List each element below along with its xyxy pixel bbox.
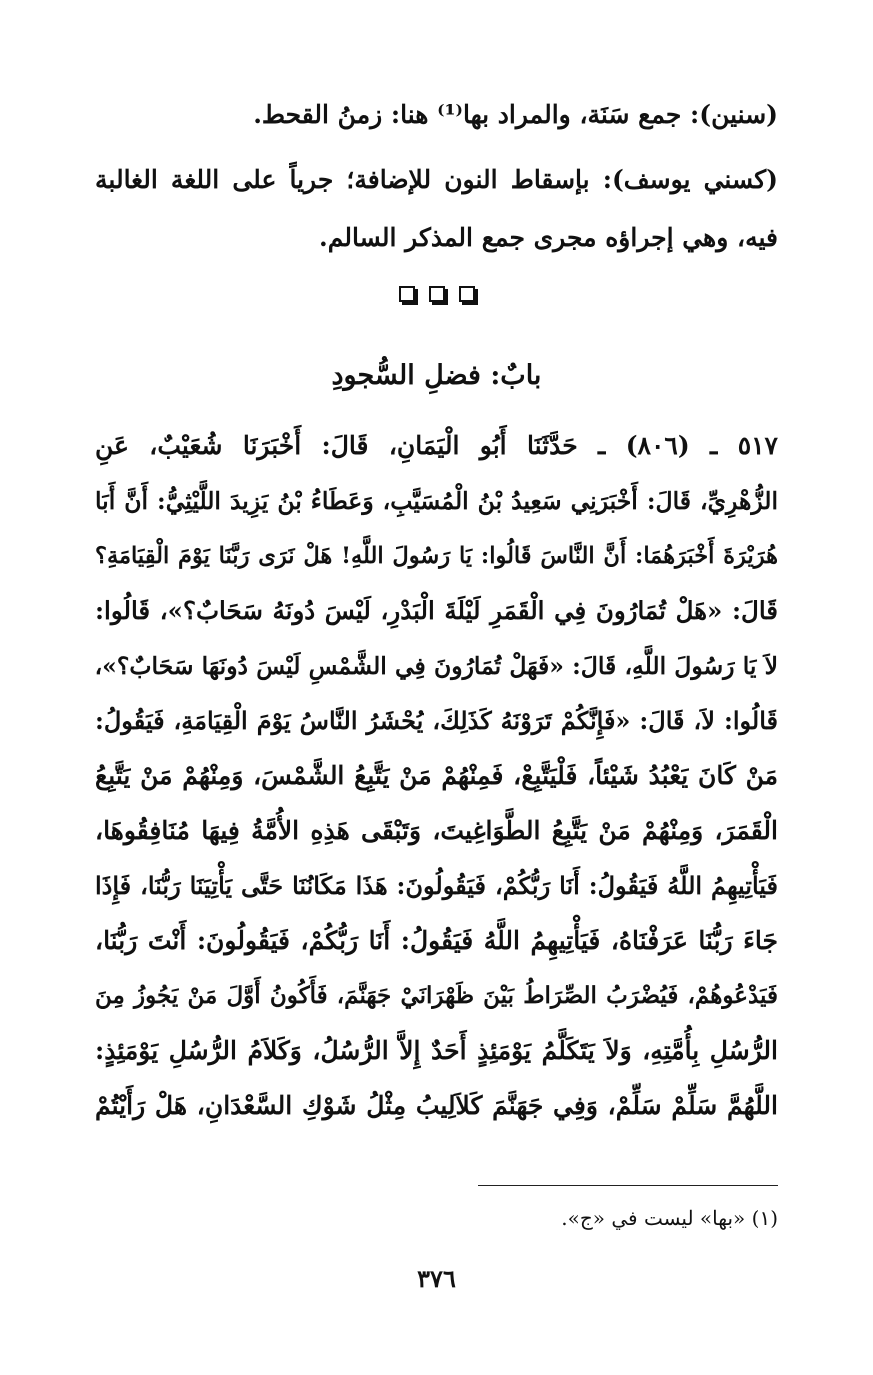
hadith-line: لاَ يَا رَسُولَ اللَّهِ، قَالَ: «فَهَلْ تُمَارُونَ فِي الشَّمْسِ لَيْسَ دُونَهَا سَحَابٌ؟»، — [94, 652, 778, 680]
hadith-line: الرُّسُلِ بِأُمَّتِهِ، وَلاَ يَتَكَلَّمُ يَوْمَئِذٍ أَحَدٌ إِلاَّ الرُّسُلُ، وَكَلاَمُ الرُّسُلِ يَوْمَئِذٍ: — [95, 1036, 778, 1065]
hadith-line: فَيَدْعُوهُمْ، فَيُضْرَبُ الصِّرَاطُ بَيْنَ ظَهْرَانَيْ جَهَنَّمَ، فَأَكُونُ أَوَّلَ مَنْ يَجُوزُ مِنَ — [95, 982, 778, 1009]
section-separator — [0, 286, 873, 302]
hadith-line: مَنْ كَانَ يَعْبُدُ شَيْئاً، فَلْيَتَّبِعْ، فَمِنْهُمْ مَنْ يَتَّبِعُ الشَّمْسَ، وَمِنْهُمْ مَنْ يَتَّبِعُ — [95, 761, 778, 790]
note-line-2: (كسني يوسف): بإسقاط النون للإضافة؛ جرياً على اللغة الغالبة — [95, 165, 778, 194]
note-line-3: فيه، وهي إجراؤه مجرى جمع المذكر السالم. — [319, 223, 778, 252]
ornament-square-icon — [459, 286, 475, 302]
chapter-title: بابٌ: فضلِ السُّجودِ — [331, 360, 542, 391]
footnote-divider — [478, 1185, 778, 1186]
page-number: ٣٧٦ — [417, 1264, 456, 1293]
hadith-line: فَيَأْتِيهِمُ اللَّهُ فَيَقُولُ: أَنَا رَبُّكُمْ، فَيَقُولُونَ: هَذَا مَكَانُنَا حَتَّى يَأْتِيَنَا رَبُّنَا، فَإِذَا — [95, 871, 778, 900]
hadith-line: جَاءَ رَبُّنَا عَرَفْنَاهُ، فَيَأْتِيهِمُ اللَّهُ فَيَقُولُ: أَنَا رَبُّكُمْ، فَيَقُولُونَ: أَنْتَ رَبُّنَا، — [95, 926, 778, 955]
ornament-square-icon — [399, 286, 415, 302]
hadith-line: قَالَ: «هَلْ تُمَارُونَ فِي الْقَمَرِ لَيْلَةَ الْبَدْرِ، لَيْسَ دُونَهُ سَحَابٌ؟»، قَالُوا: — [95, 596, 778, 625]
ornament-square-icon — [429, 286, 445, 302]
hadith-line: هُرَيْرَةَ أَخْبَرَهُمَا: أَنَّ النَّاسَ قَالُوا: يَا رَسُولَ اللَّهِ! هَلْ نَرَى رَبَّنَا يَوْمَ الْقِيَامَةِ؟ — [95, 543, 778, 569]
hadith-line: الْقَمَرَ، وَمِنْهُمْ مَنْ يَتَّبِعُ الطَّوَاغِيتَ، وَتَبْقَى هَذِهِ الأُمَّةُ فِيهَا مُنَافِقُوهَا، — [95, 816, 778, 845]
footnote: (١) «بها» ليست في «ج». — [561, 1206, 778, 1230]
hadith-line: قَالُوا: لاَ، قَالَ: «فَإِنَّكُمْ تَرَوْنَهُ كَذَلِكَ، يُحْشَرُ النَّاسُ يَوْمَ الْقِيَامَةِ، فَيَقُولُ: — [95, 706, 778, 735]
hadith-line: ٥١٧ ـ (٨٠٦) ـ حَدَّثَنَا أَبُو الْيَمَانِ، قَالَ: أَخْبَرَنَا شُعَيْبٌ، عَنِ — [95, 431, 778, 460]
note-line-1: (سنين): جمع سَنَة، والمراد بها⁽¹⁾ هنا: زمنُ القحط. — [253, 100, 778, 129]
hadith-line: اللَّهُمَّ سَلِّمْ سَلِّمْ، وَفِي جَهَنَّمَ كَلاَلِيبُ مِثْلُ شَوْكِ السَّعْدَانِ، هَلْ رَأَيْتُمْ — [95, 1091, 778, 1120]
hadith-line: الزُّهْرِيِّ، قَالَ: أَخْبَرَنِي سَعِيدُ بْنُ الْمُسَيَّبِ، وَعَطَاءُ بْنُ يَزِيدَ اللَّيْثِيُّ: أَنَّ أَبَا — [95, 487, 778, 515]
